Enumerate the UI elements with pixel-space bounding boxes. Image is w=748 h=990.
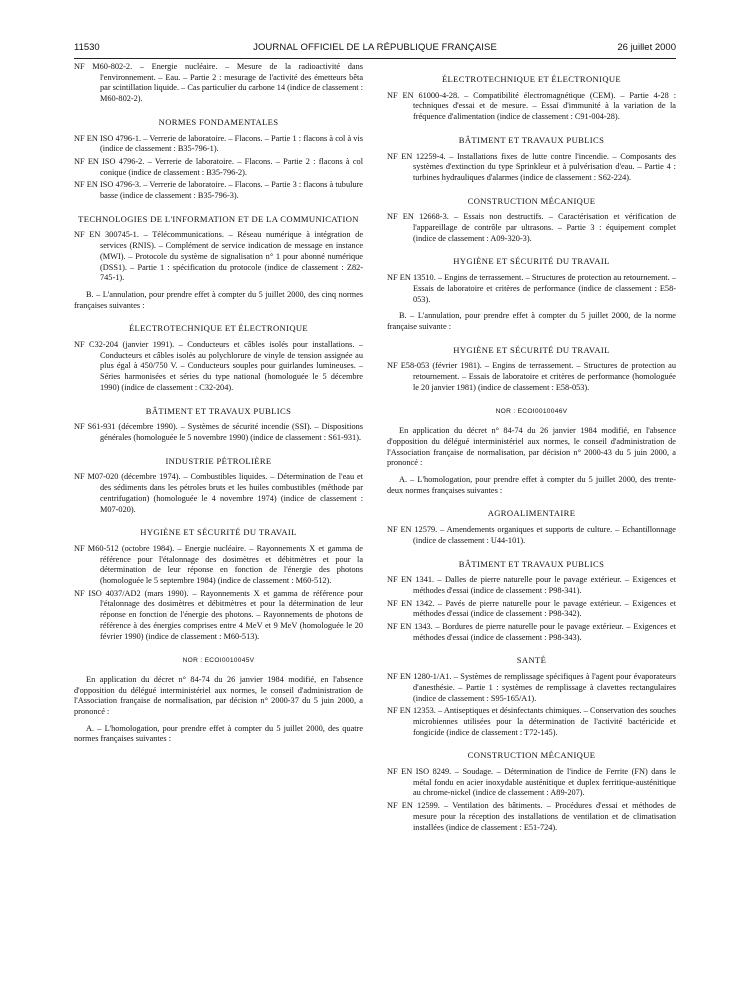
norm-entry: NF EN ISO 4796-3. – Verrerie de laboratoire. – Flacons. – Partie 3 : flacons à tubulure basse (indice de classement : B35-796-3). [74,180,363,201]
norm-entry: NF EN 13510. – Engins de terrassement. – Structures de protection au retournement. – Essais de laboratoire et critères de performance (indice de classement : E58-053). [387,273,676,304]
section-heading: ÉLECTROTECHNIQUE ET ÉLECTRONIQUE [441,74,622,84]
norm-entry: NF EN 12599. – Ventilation des bâtiments. – Procédures d'essai et méthodes de mesure pour la réception des installations de ventilation et de climatisation installées (indice de classement : E51-724). [387,801,676,832]
section-heading: SANTÉ [516,655,547,666]
page-number: 11530 [74,42,100,53]
section-heading: NORMES FONDAMENTALES [158,116,279,127]
section-heading: ÉLECTROTECHNIQUE ET ÉLECTRONIQUE [128,323,309,334]
section-heading: BÂTIMENT ET TRAVAUX PUBLICS [458,558,605,569]
norm-entry: NF ISO 4037/AD2 (mars 1990). – Rayonnements X et gamma de référence pour l'étalonnage des dosimètres et débitmètres et pour la détermination de leur réponse en fonction de l'énergie des photons. – Rayonnements de photons de référence à des énergies comprises entre 4 MeV et 9 MeV (homologuée le 20 février 1990) (indice de classement : M60-513). [74,588,363,641]
norm-entry: NF EN 12259-4. – Installations fixes de lutte contre l'incendie. – Composants des systèmes d'extinction du type Sprinkleur et à pulvérisation d'eau. – Partie 4 : turbines hydrauliques d'alarmes (indice de classement : S62-224). [387,151,676,182]
norm-entry: NF S61-931 (décembre 1990). – Systèmes de sécurité incendie (SSI). – Dispositions générales (homologuée le 5 novembre 1990) (indice de classement : S61-931). [74,422,363,442]
text-paragraph: A. – L'homologation, pour prendre effet à compter du 5 juillet 2000, des trente-deux normes françaises suivantes : [387,474,676,495]
section-heading: CONSTRUCTION MÉCANIQUE [467,750,596,761]
text-paragraph: B. – L'annulation, pour prendre effet à compter du 5 juillet 2000, de la norme française suivante : [387,311,676,331]
norm-entry: NF EN 1343. – Bordures de pierre naturelle pour le pavage extérieur. – Exigences et méthodes d'essai (indice de classement : P98-343). [387,622,676,642]
nor-reference: NOR : ECOI0010045V [182,657,255,665]
nor-reference: NOR : ECOI0010046V [495,408,568,416]
norm-entry: NF EN 12668-3. – Essais non destructifs. – Caractérisation et vérification de l'appareillage de contrôle par ultrasons. – Partie 3 : équipement complet (indice de classement : A09-320-3). [387,212,676,243]
norm-entry: NF M07-020 (décembre 1974). – Combustibles liquides. – Détermination de l'eau et des sédiments dans les pétroles bruts et les huiles combustibles (méthode par centrifugation) (homologuée le 4 novembre 1974) (indice de classement : M07-020). [74,472,363,514]
section-heading: TECHNOLOGIES DE L'INFORMATION ET DE LA COMMUNICATION [78,213,359,224]
section-heading: HYGIÈNE ET SÉCURITÉ DU TRAVAIL [453,256,610,267]
text-paragraph: En application du décret n° 84-74 du 26 janvier 1984 modifié, en l'absence d'opposition du délégué interministériel aux normes, le conseil d'administration de l'Association française de normalisation, par décision n° 2000-37 du 5 juin 2000, a prononcé : [74,674,363,717]
norm-entry: NF EN 300745-1. – Télécommunications. – Réseau numérique à intégration de services (RNIS). – Complément de service indication de message en instance (MWI). – Protocole du système de signalisation n° 1 pour abonné numérique (DSS1). – Partie 1 : spécification du protocole (indice de classement : Z82-745-1). [74,230,363,283]
norm-entry: NF EN ISO 4796-2. – Verrerie de laboratoire. – Flacons. – Partie 2 : flacons à col conique (indice de classement : B35-796-2). [74,156,363,177]
norm-entry: NF E58-053 (février 1981). – Engins de terrassement. – Structures de protection au retournement. – Essais de laboratoire et critères de performance (homologuée le 20 janvier 1981) (indice de classement : E58-053). [387,361,676,392]
left-column [74,62,363,749]
section-heading: CONSTRUCTION MÉCANIQUE [467,195,596,206]
norm-entry: NF EN 12579. – Amendements organiques et supports de culture. – Echantillonnage (indice de classement : U44-101). [387,525,676,545]
section-heading: HYGIÈNE ET SÉCURITÉ DU TRAVAIL [140,527,297,538]
page-header [74,40,676,59]
norm-entry: NF EN 12353. – Antiseptiques et désinfectants chimiques. – Conservation des souches microbiennes utilisées pour la détermination de l'activité bactéricide et fongicide (indice de classement : T72-145). [387,706,676,737]
norm-entry: NF M60-802-2. – Energie nucléaire. – Mesure de la radioactivité dans l'environnement. – Eau. – Partie 2 : mesurage de l'activité des émetteurs bêta par scintillation liquide. – Cas particulier du carbone 14 (indice de classement : M60-802-2). [74,62,363,104]
norm-entry: NF EN ISO 4796-1. – Verrerie de laboratoire. – Flacons. – Partie 1 : flacons à col à vis (indice de classement : B35-796-1). [74,133,363,154]
section-heading: HYGIÈNE ET SÉCURITÉ DU TRAVAIL [453,344,610,355]
journal-title: JOURNAL OFFICIEL DE LA RÉPUBLIQUE FRANÇAISE [253,42,497,53]
text-paragraph: En application du décret n° 84-74 du 26 janvier 1984 modifié, en l'absence d'opposition du délégué interministériel aux normes, le conseil d'administration de l'Association française de normalisation, par décision n° 2000-43 du 5 juin 2000, a prononcé : [387,426,676,468]
norm-entry: NF M60-512 (octobre 1984). – Energie nucléaire. – Rayonnements X et gamma de référence pour l'étalonnage des dosimètres et débitmètres et pour la détermination de leur réponse en fonction de l'énergie des photons (homologuée le 5 septembre 1984) (indice de classement : M60-512). [74,543,363,586]
norm-entry: NF EN 1342. – Pavés de pierre naturelle pour le pavage extérieur. – Exigences et méthodes d'essai (indice de classement : P98-342). [387,598,676,619]
norm-entry: NF EN ISO 8249. – Soudage. – Détermination de l'indice de Ferrite (FN) dans le métal fondu en acier inoxydable austénitique et duplex ferritique-austénitique au chrome-nickel (indice de classement : A89-207). [387,767,676,798]
publication-date: 26 juillet 2000 [617,42,676,53]
text-paragraph: B. – L'annulation, pour prendre effet à compter du 5 juillet 2000, des cinq normes françaises suivantes : [74,289,363,310]
norm-entry: NF EN 1280-1/A1. – Systèmes de remplissage spécifiques à l'agent pour évaporateurs d'anesthésie. – Partie 1 : systèmes de remplissage à clavettes rectangulaires (indice de classement : S95-165/A1). [387,672,676,703]
section-heading: INDUSTRIE PÉTROLIÈRE [165,455,272,466]
norm-entry: NF EN 61000-4-28. – Compatibilité électromagnétique (CEM). – Partie 4-28 : techniques d'essai et de mesure. – Essai d'immunité à la variation de la fréquence d'alimentation (indice de classement : C91-004-28). [387,90,676,122]
norm-entry: NF C32-204 (janvier 1991). – Conducteurs et câbles isolés pour installations. – Conducteurs et câbles isolés au polychlorure de vinyle de tension assignée au plus égal à 450/750 V. – Conducteurs souples pour guirlandes lumineuses. – Séries harmonisées et séries du type national (homologuée le 5 décembre 1990) (indice de classement : C32-204). [74,340,363,392]
section-heading: BÂTIMENT ET TRAVAUX PUBLICS [145,405,292,416]
norm-entry: NF EN 1341. – Dalles de pierre naturelle pour le pavage extérieur. – Exigences et méthodes d'essai (indice de classement : P98-341). [387,575,676,595]
text-paragraph: A. – L'homologation, pour prendre effet à compter du 5 juillet 2000, des quatre normes françaises suivantes : [74,723,363,744]
section-heading: BÂTIMENT ET TRAVAUX PUBLICS [458,134,605,145]
right-column [387,62,676,835]
section-heading: AGROALIMENTAIRE [487,508,576,519]
